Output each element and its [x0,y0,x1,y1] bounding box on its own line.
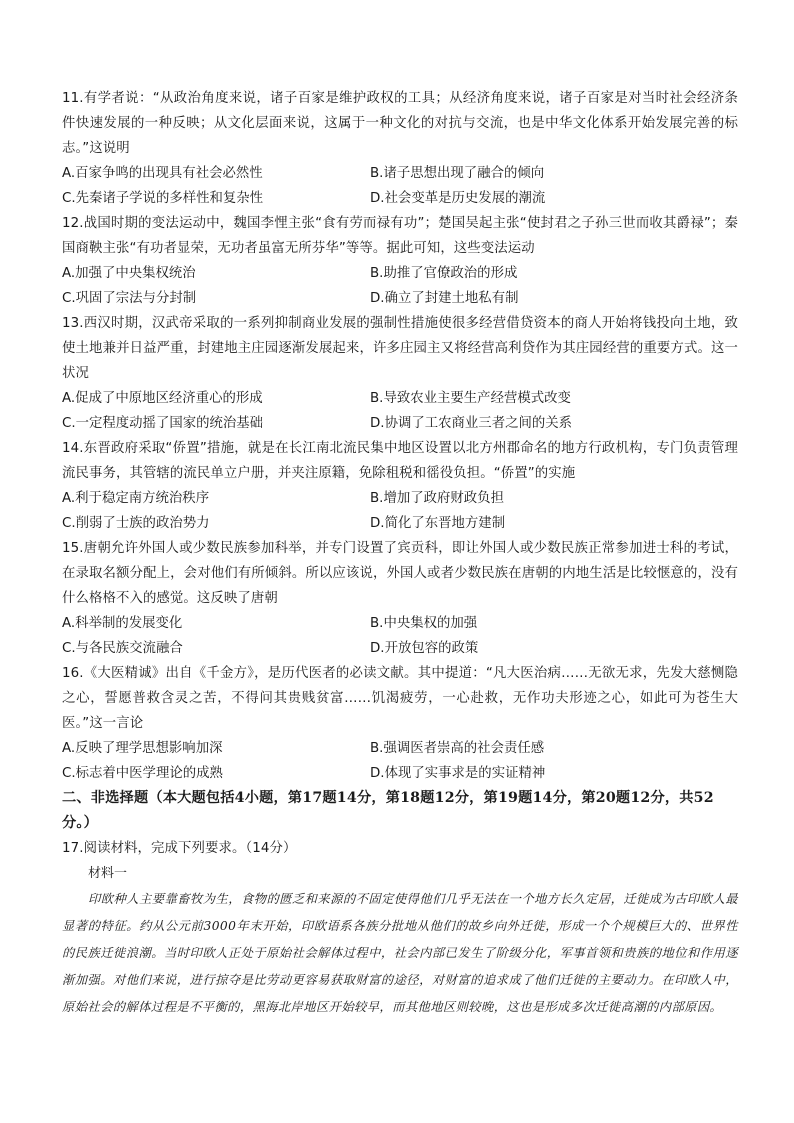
options-row [62,761,738,786]
options-row [62,486,738,511]
options-row [62,286,738,311]
question-14 [62,436,738,536]
option-a: A.科举制的发展变化 [62,616,183,631]
options-row [62,411,738,436]
option-c: C.标志着中医学理论的成熟 [62,766,223,781]
question-12 [62,211,738,311]
option-c: C.削弱了士族的政治势力 [62,516,210,531]
options-row [62,636,738,661]
question-13 [62,311,738,436]
option-b: B.强调医者崇高的社会责任感 [370,741,545,756]
option-a: A.促成了中原地区经济重心的形成 [62,391,263,406]
material-text: 印欧种人主要靠畜牧为生，食物的匮乏和来源的不固定使得他们几乎无法在一个地方长久定居，迁徙成为古印欧人最显著的特征。约从公元前3000年末开始，印欧语系各族分批地从他们的故乡向外迁徙，形成一个个规模巨大的、世界性的民族迁徙浪潮。当时印欧人正处于原始社会解体过程中，社会内部已发生了阶级分化，军事首领和贵族的地位和作用逐渐加强。对他们来说，进行掠夺是比劳动更容易获取财富的途径，对财富的追求成了他们迁徙的主要动力。在印欧人中，原始社会的解体过程是不平衡的，黑海北岸地区开始较早，而其他地区则较晚，这也是形成多次迁徙高潮的内部原因。 [62,892,738,1014]
options-row [62,511,738,536]
question-stem: 12.战国时期的变法运动中，魏国李悝主张“食有劳而禄有功”；楚国吴起主张“使封君之子孙三世而收其爵禄”；秦国商鞅主张“有功者显荣，无功者虽富无所芬华”等等。据此可知，这些变法运动 [62,216,738,256]
options-row [62,161,738,186]
option-d: D.社会变革是历史发展的潮流 [370,191,546,206]
option-d: D.体现了实事求是的实证精神 [370,766,546,781]
option-a: A.反映了理学思想影响加深 [62,741,223,756]
option-a: A.利于稳定南方统治秩序 [62,491,210,506]
option-d: D.协调了工农商业三者之间的关系 [370,416,573,431]
question-16 [62,661,738,786]
option-b: B.诸子思想出现了融合的倾向 [370,166,545,181]
exam-page [62,86,738,1021]
material-label: 材料一 [88,866,128,881]
option-d: D.开放包容的政策 [370,641,479,656]
option-d: D.确立了封建土地私有制 [370,291,519,306]
question-stem: 15.唐朝允许外国人或少数民族参加科举，并专门设置了宾贡科，即让外国人或少数民族正常参加进士科的考试，在录取名额分配上，会对他们有所倾斜。所以应该说，外国人或者少数民族在唐朝的内地生活是比较惬意的，没有什么格格不入的感觉。这反映了唐朝 [62,541,738,606]
option-a: A.百家争鸣的出现具有社会必然性 [62,166,263,181]
question-stem: 16.《大医精诚》出自《千金方》，是历代医者的必读文献。其中提道：“凡大医治病……无欲无求，先发大慈恻隐之心，誓愿普救含灵之苦，不得问其贵贱贫富……饥渴疲劳，一心赴救，无作功夫形迹之心，如此可为苍生大医。”这一言论 [62,666,738,731]
options-row [62,386,738,411]
question-11 [62,86,738,211]
question-stem: 13.西汉时期，汉武帝采取的一系列抑制商业发展的强制性措施使很多经营借贷资本的商人开始将钱投向土地，致使土地兼并日益严重，封建地主庄园逐渐发展起来，许多庄园主又将经营高利贷作为其庄园经营的重要方式。这一状况 [62,316,738,381]
option-c: C.巩固了宗法与分封制 [62,291,197,306]
question-17 [62,836,738,1021]
option-b: B.中央集权的加强 [370,616,478,631]
options-row [62,261,738,286]
question-15 [62,536,738,661]
option-b: B.导致农业主要生产经营模式改变 [370,391,571,406]
option-b: B.助推了官僚政治的形成 [370,266,518,281]
option-b: B.增加了政府财政负担 [370,491,504,506]
section-heading: 二、非选择题（本大题包括4小题，第17题14分，第18题12分，第19题14分，第20题12分，共52分。） [62,790,714,831]
option-c: C.先秦诸子学说的多样性和复杂性 [62,191,264,206]
options-row [62,186,738,211]
question-stem: 17.阅读材料，完成下列要求。（14分） [62,841,297,856]
option-c: C.一定程度动摇了国家的统治基础 [62,416,264,431]
question-stem: 11.有学者说：“从政治角度来说，诸子百家是维护政权的工具；从经济角度来说，诸子百家是对当时社会经济条件快速发展的一种反映；从文化层面来说，这属于一种文化的对抗与交流，也是中华文化体系开始发展完善的标志。”这说明 [62,91,738,156]
option-a: A.加强了中央集权统治 [62,266,196,281]
question-stem: 14.东晋政府采取“侨置”措施，就是在长江南北流民集中地区设置以北方州郡命名的地方行政机构，专门负责管理流民事务，其管辖的流民单立户册，并夹注原籍，免除租税和徭役负担。“侨置”的实施 [62,441,738,481]
options-row [62,611,738,636]
options-row [62,736,738,761]
option-d: D.简化了东晋地方建制 [370,516,506,531]
option-c: C.与各民族交流融合 [62,641,183,656]
